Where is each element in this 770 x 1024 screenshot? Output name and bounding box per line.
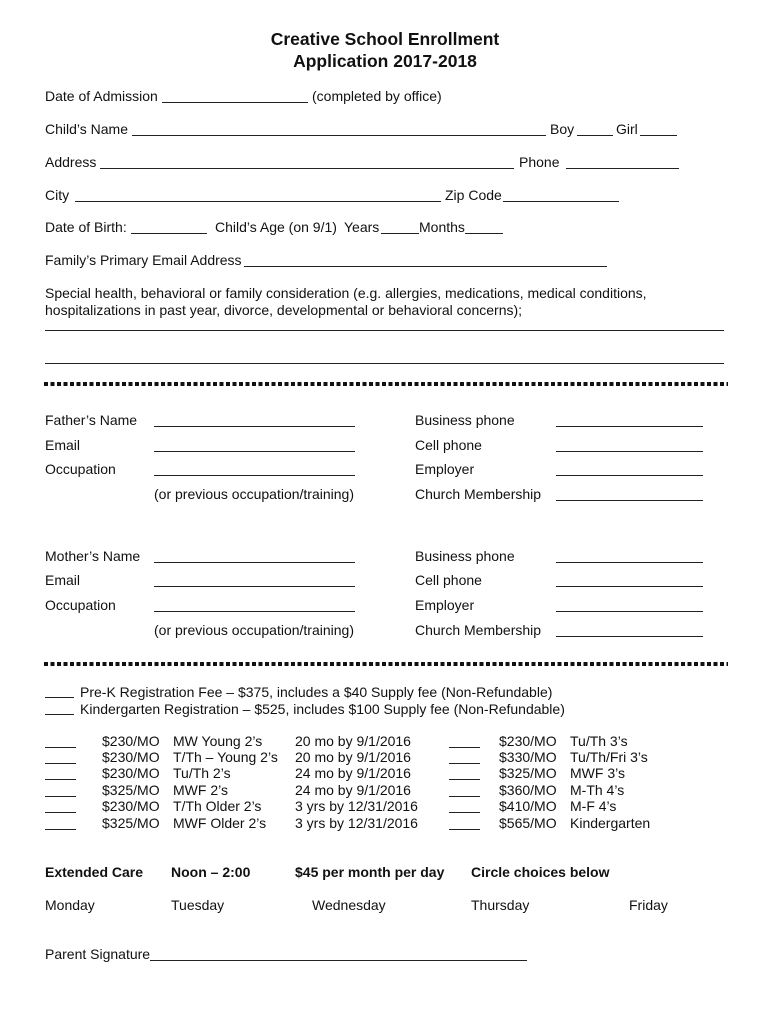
special-considerations-line2: hospitalizations in past year, divorce, developmental or behavioral concerns); xyxy=(45,302,523,318)
class-price: $360/MO xyxy=(499,782,557,798)
class-price: $230/MO xyxy=(102,733,160,749)
form-title-line1: Creative School Enrollment xyxy=(270,29,500,49)
mother-email-field[interactable] xyxy=(154,586,355,587)
day-option-thursday[interactable]: Thursday xyxy=(471,897,530,913)
dob-field[interactable] xyxy=(131,233,207,234)
class-name: MW Young 2’s xyxy=(173,733,263,749)
prek-fee-text: Pre-K Registration Fee – $375, includes a $40 Supply fee (Non-Refundable) xyxy=(80,684,553,700)
father-business-phone-label: Business phone xyxy=(415,412,515,428)
father-occupation-label: Occupation xyxy=(45,461,116,477)
class-option-checkline[interactable] xyxy=(45,812,76,813)
parent-signature-field[interactable] xyxy=(150,960,527,961)
mother-church-label: Church Membership xyxy=(415,622,542,638)
day-option-tuesday[interactable]: Tuesday xyxy=(171,897,225,913)
mother-name-label: Mother’s Name xyxy=(45,548,141,564)
admission-note: (completed by office) xyxy=(312,88,442,104)
day-option-monday[interactable]: Monday xyxy=(45,897,95,913)
class-option-checkline[interactable] xyxy=(45,829,76,830)
father-occupation-field[interactable] xyxy=(154,475,355,476)
special-considerations-field-2[interactable] xyxy=(45,363,724,364)
father-email-label: Email xyxy=(45,437,81,453)
address-label: Address xyxy=(45,154,97,170)
special-considerations-line1: Special health, behavioral or family consideration (e.g. allergies, medications, medical conditions, xyxy=(45,285,647,301)
family-email-label: Family’s Primary Email Address xyxy=(45,252,242,268)
father-previous-note: (or previous occupation/training) xyxy=(154,486,354,502)
years-field[interactable] xyxy=(381,233,419,234)
class-name: Kindergarten xyxy=(570,815,651,831)
class-name: MWF 3’s xyxy=(570,765,625,781)
form-title-line2: Application 2017-2018 xyxy=(293,51,477,71)
phone-field[interactable] xyxy=(566,168,679,169)
mother-previous-note: (or previous occupation/training) xyxy=(154,622,354,638)
mother-name-field[interactable] xyxy=(154,562,355,563)
girl-label: Girl xyxy=(616,121,638,137)
class-option-checkline[interactable] xyxy=(45,763,76,764)
class-price: $410/MO xyxy=(499,798,557,814)
class-price: $230/MO xyxy=(102,749,160,765)
class-age-requirement: 20 mo by 9/1/2016 xyxy=(295,749,411,765)
mother-employer-field[interactable] xyxy=(556,611,703,612)
class-price: $325/MO xyxy=(102,815,160,831)
day-option-friday[interactable]: Friday xyxy=(629,897,668,913)
father-name-label: Father’s Name xyxy=(45,412,138,428)
class-name: Tu/Th 2’s xyxy=(173,765,231,781)
kinder-fee-checkline[interactable] xyxy=(45,714,74,715)
admission-date-field[interactable] xyxy=(162,102,308,103)
child-name-field[interactable] xyxy=(132,135,546,136)
extended-care-instruction: Circle choices below xyxy=(471,864,610,880)
mother-cell-phone-label: Cell phone xyxy=(415,572,482,588)
class-name: Tu/Th 3’s xyxy=(570,733,628,749)
father-business-phone-field[interactable] xyxy=(556,426,703,427)
father-employer-label: Employer xyxy=(415,461,475,477)
father-cell-phone-field[interactable] xyxy=(556,451,703,452)
age-label: Child’s Age (on 9/1) xyxy=(215,219,337,235)
mother-occupation-label: Occupation xyxy=(45,597,116,613)
class-price: $230/MO xyxy=(102,798,160,814)
years-label: Years xyxy=(344,219,380,235)
city-field[interactable] xyxy=(75,201,441,202)
mother-occupation-field[interactable] xyxy=(154,611,355,612)
address-field[interactable] xyxy=(100,168,514,169)
dob-label: Date of Birth: xyxy=(45,219,127,235)
class-name: MWF Older 2’s xyxy=(173,815,267,831)
boy-label: Boy xyxy=(550,121,575,137)
class-option-checkline[interactable] xyxy=(449,779,480,780)
mother-cell-phone-field[interactable] xyxy=(556,586,703,587)
extended-care-label: Extended Care xyxy=(45,864,144,880)
class-price: $330/MO xyxy=(499,749,557,765)
zip-field[interactable] xyxy=(503,201,619,202)
months-field[interactable] xyxy=(465,233,503,234)
mother-business-phone-field[interactable] xyxy=(556,562,703,563)
class-age-requirement: 3 yrs by 12/31/2016 xyxy=(295,815,418,831)
class-name: M-Th 4’s xyxy=(570,782,625,798)
zip-label: Zip Code xyxy=(445,187,502,203)
class-option-checkline[interactable] xyxy=(449,763,480,764)
father-church-label: Church Membership xyxy=(415,486,542,502)
class-price: $230/MO xyxy=(102,765,160,781)
class-name: Tu/Th/Fri 3’s xyxy=(570,749,648,765)
child-name-label: Child’s Name xyxy=(45,121,128,137)
class-name: T/Th Older 2’s xyxy=(173,798,262,814)
extended-care-rate: $45 per month per day xyxy=(295,864,445,880)
city-label: City xyxy=(45,187,70,203)
class-option-checkline[interactable] xyxy=(45,747,76,748)
class-age-requirement: 3 yrs by 12/31/2016 xyxy=(295,798,418,814)
class-option-checkline[interactable] xyxy=(449,812,480,813)
mother-employer-label: Employer xyxy=(415,597,475,613)
class-name: MWF 2’s xyxy=(173,782,228,798)
girl-field[interactable] xyxy=(640,135,677,136)
admission-label: Date of Admission xyxy=(45,88,158,104)
section-divider xyxy=(44,662,728,666)
section-divider xyxy=(44,382,728,386)
day-option-wednesday[interactable]: Wednesday xyxy=(312,897,386,913)
class-option-checkline[interactable] xyxy=(449,796,480,797)
father-name-field[interactable] xyxy=(154,426,355,427)
class-price: $325/MO xyxy=(102,782,160,798)
months-label: Months xyxy=(419,219,465,235)
class-age-requirement: 20 mo by 9/1/2016 xyxy=(295,733,411,749)
boy-field[interactable] xyxy=(577,135,613,136)
mother-email-label: Email xyxy=(45,572,81,588)
class-name: T/Th – Young 2’s xyxy=(173,749,278,765)
family-email-field[interactable] xyxy=(244,266,607,267)
kinder-fee-text: Kindergarten Registration – $525, includes $100 Supply fee (Non-Refundable) xyxy=(80,701,565,717)
father-cell-phone-label: Cell phone xyxy=(415,437,482,453)
phone-label: Phone xyxy=(519,154,560,170)
mother-business-phone-label: Business phone xyxy=(415,548,515,564)
class-option-checkline[interactable] xyxy=(45,779,76,780)
special-considerations-field-1[interactable] xyxy=(45,330,724,331)
extended-care-time: Noon – 2:00 xyxy=(171,864,251,880)
class-name: M-F 4’s xyxy=(570,798,617,814)
class-price: $565/MO xyxy=(499,815,557,831)
class-option-checkline[interactable] xyxy=(449,747,480,748)
class-age-requirement: 24 mo by 9/1/2016 xyxy=(295,765,411,781)
class-price: $230/MO xyxy=(499,733,557,749)
mother-church-field[interactable] xyxy=(556,636,703,637)
class-option-checkline[interactable] xyxy=(449,829,480,830)
father-church-field[interactable] xyxy=(556,500,703,501)
class-price: $325/MO xyxy=(499,765,557,781)
class-age-requirement: 24 mo by 9/1/2016 xyxy=(295,782,411,798)
prek-fee-checkline[interactable] xyxy=(45,697,74,698)
parent-signature-label: Parent Signature xyxy=(45,946,151,962)
father-employer-field[interactable] xyxy=(556,475,703,476)
class-option-checkline[interactable] xyxy=(45,796,76,797)
father-email-field[interactable] xyxy=(154,451,355,452)
